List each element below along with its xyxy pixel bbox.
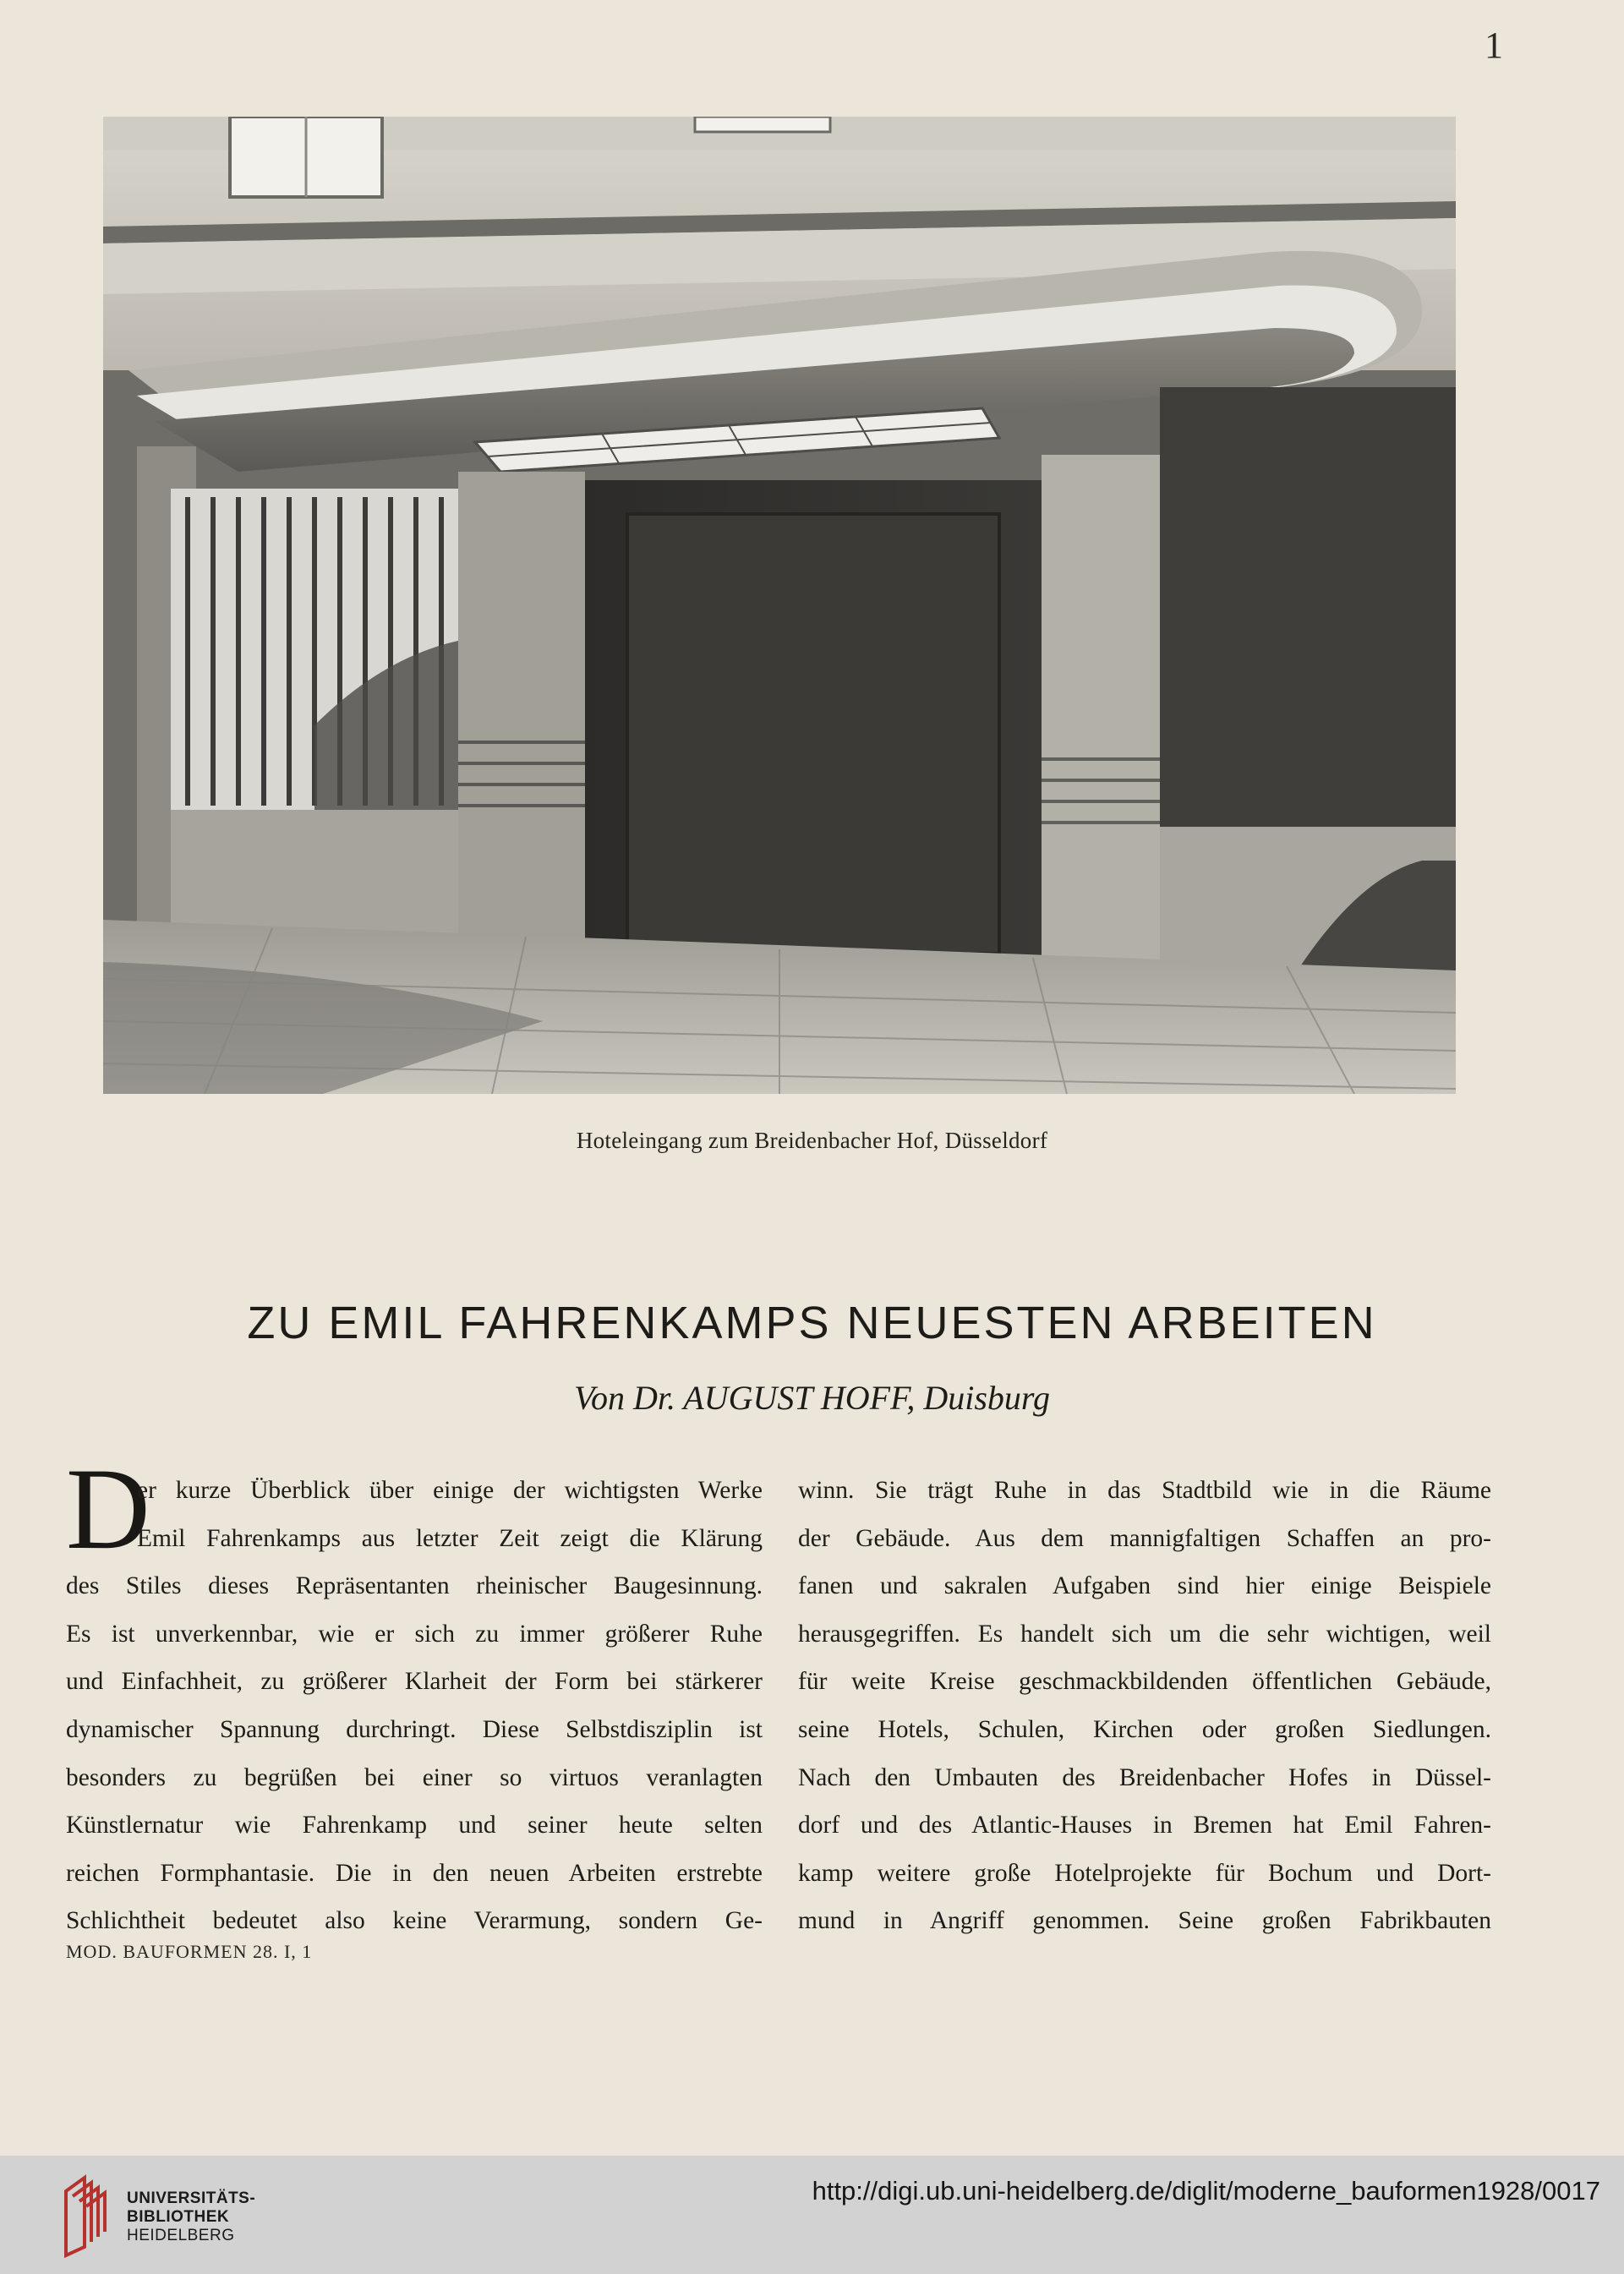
permalink-url[interactable]: http://digi.ub.uni-heidelberg.de/diglit/moderne_bauformen1928/0017 (812, 2176, 1600, 2206)
drop-cap: D (66, 1444, 150, 1573)
text-line: er kurze Überblick über einige der wichtigsten Werke (137, 1477, 763, 1504)
text-line: fanen und sakralen Aufgaben sind hier einige Beispiele (798, 1572, 1491, 1600)
text-line: kamp weitere große Hotelprojekte für Bochum und Dort- (798, 1859, 1491, 1887)
hotel-entrance-photo (103, 117, 1456, 1094)
text-line: Schlichtheit bedeutet also keine Verarmung, sondern Ge- (66, 1907, 763, 1935)
text-line: winn. Sie trägt Ruhe in das Stadtbild wie in die Räume (798, 1477, 1491, 1504)
photo-caption: Hoteleingang zum Breidenbacher Hof, Düsseldorf (576, 1128, 1048, 1153)
right-column (798, 1467, 1491, 1945)
text-line: und Einfachheit, zu größerer Klarheit der Form bei stärkerer (66, 1668, 763, 1696)
text-line: seine Hotels, Schulen, Kirchen oder großen Siedlungen. (798, 1715, 1491, 1743)
text-line: dorf und des Atlantic-Hauses in Bremen hat Emil Fahren- (798, 1812, 1491, 1839)
text-line: mund in Angriff genommen. Seine großen Fabrikbauten (798, 1907, 1491, 1935)
article-title: ZU EMIL FAHRENKAMPS NEUESTEN ARBEITEN (247, 1298, 1377, 1348)
text-line: der Gebäude. Aus dem mannigfaltigen Schaffen an pro- (798, 1524, 1491, 1552)
text-line: des Stiles dieses Repräsentanten rheinischer Baugesinnung. (66, 1572, 763, 1600)
page-number: 1 (1485, 25, 1503, 66)
text-line: Künstlernatur wie Fahrenkamp und seiner heute selten (66, 1812, 763, 1839)
library-name-line-1: UNIVERSITÄTS- (127, 2189, 256, 2207)
text-line: besonders zu begrüßen bei einer so virtuos veranlagten (66, 1763, 763, 1791)
text-line: Es ist unverkennbar, wie er sich zu immer größerer Ruhe (66, 1620, 763, 1648)
text-line: dynamischer Spannung durchringt. Diese Selbstdisziplin ist (66, 1715, 763, 1743)
library-name-line-3: HEIDELBERG (127, 2227, 235, 2244)
article-byline: Von Dr. AUGUST HOFF, Duisburg (573, 1379, 1051, 1417)
library-name[interactable] (127, 2189, 255, 2245)
university-library-logo-icon[interactable] (59, 2171, 110, 2259)
text-line: Emil Fahrenkamps aus letzter Zeit zeigt die Klärung (137, 1524, 763, 1552)
text-line: herausgegriffen. Es handelt sich um die sehr wichtigen, weil (798, 1620, 1491, 1648)
text-line: reichen Formphantasie. Die in den neuen Arbeiten erstrebte (66, 1859, 763, 1887)
photo-illustration (103, 117, 1456, 1094)
left-column (66, 1467, 763, 1945)
text-line: für weite Kreise geschmackbildenden öffentlichen Gebäude, (798, 1668, 1491, 1696)
signature-mark: MOD. BAUFORMEN 28. I, 1 (66, 1941, 313, 1962)
text-line: Nach den Umbauten des Breidenbacher Hofes in Düssel- (798, 1763, 1491, 1791)
library-name-line-2: BIBLIOTHEK (127, 2208, 230, 2226)
